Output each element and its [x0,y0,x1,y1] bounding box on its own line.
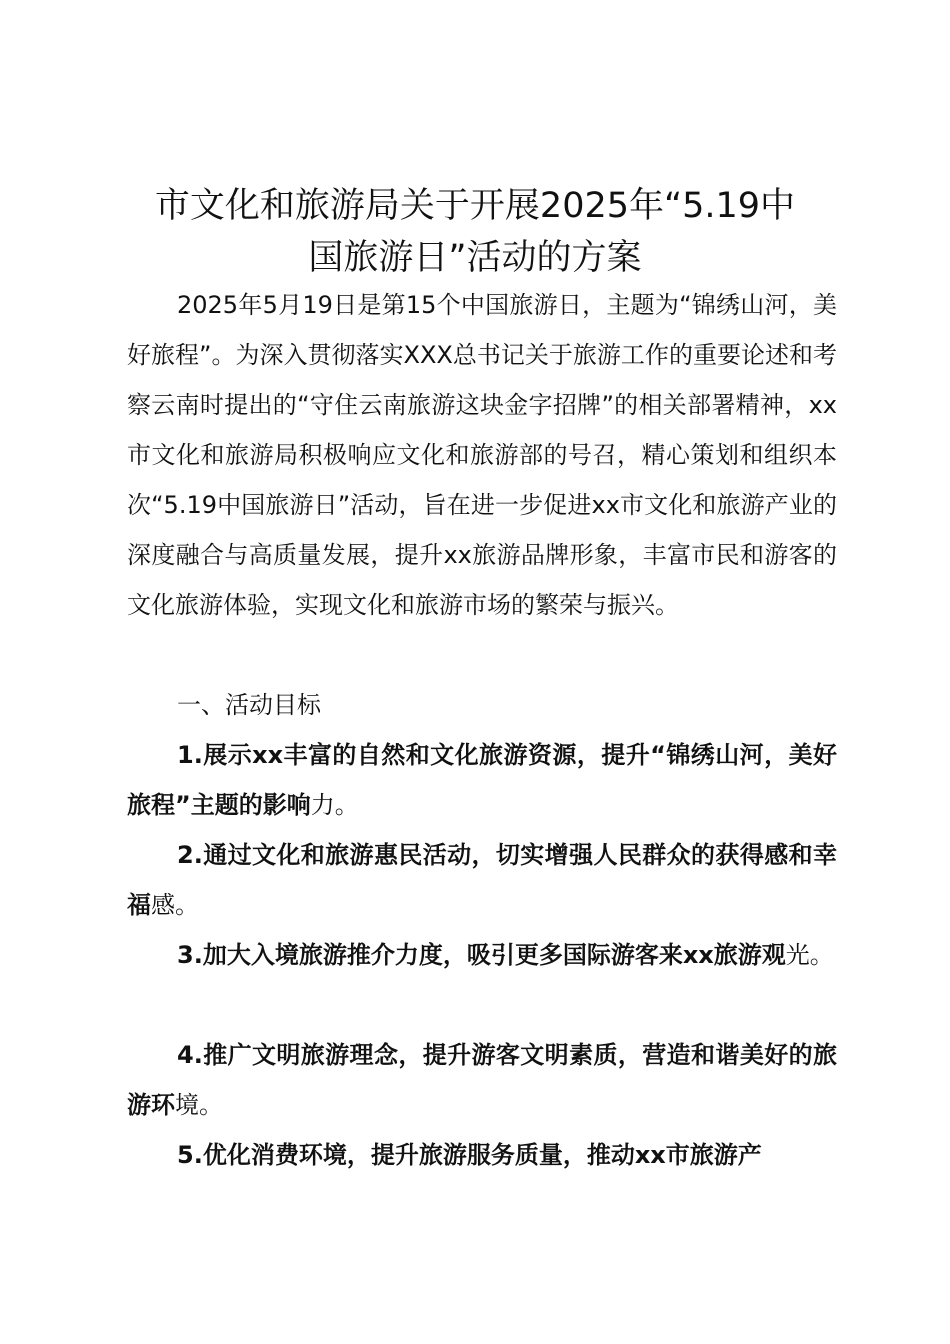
goal-item-4 [127,1030,837,1130]
goal-2-bold-text: 2.通过文化和旅游惠民活动，切实增强人民群众的获得感和幸福 [127,841,837,919]
title-line-2: 国旅游日”活动的方案 [308,238,642,278]
goal-1-tail-text: 力。 [310,791,359,819]
goal-item-2 [127,830,837,930]
goal-item-1 [127,730,837,830]
goal-1-bold-text: 1.展示xx丰富的自然和文化旅游资源，提升“锦绣山河，美好旅程”主题的影响 [127,741,837,819]
goal-5-bold-text: 5.优化消费环境，提升旅游服务质量，推动xx市旅游产 [177,1141,762,1169]
goal-3-bold-text: 3.加大入境旅游推介力度，吸引更多国际游客来xx旅游观 [177,941,786,969]
intro-paragraph: 2025年5月19日是第15个中国旅游日，主题为“锦绣山河，美好旅程”。为深入贯彻落实XXX总书记关于旅游工作的重要论述和考察云南时提出的“守住云南旅游这块金字招牌”的相关部署精神，xx市文化和旅游局积极响应文化和旅游部的号召，精心策划和组织本次“5.19中国旅游日”活动，旨在进一步促进xx市文化和旅游产业的深度融合与高质量发展，提升xx旅游品牌形象，丰富市民和游客的文化旅游体验，实现文化和旅游市场的繁荣与振兴。 [127,291,837,619]
goal-4-bold-text: 4.推广文明旅游理念，提升游客文明素质，营造和谐美好的旅游环 [127,1041,837,1119]
goal-4-tail-text: 境。 [175,1091,223,1119]
section-heading-goals: 一、活动目标 [177,691,321,719]
goal-2-tail-text: 感。 [151,891,199,919]
document-title [110,180,840,284]
goal-3-tail-text: 光。 [785,941,834,969]
title-line-1: 市文化和旅游局关于开展2025年“5.19中 [154,186,796,226]
goal-item-3 [127,930,837,980]
goal-item-5 [127,1130,837,1180]
